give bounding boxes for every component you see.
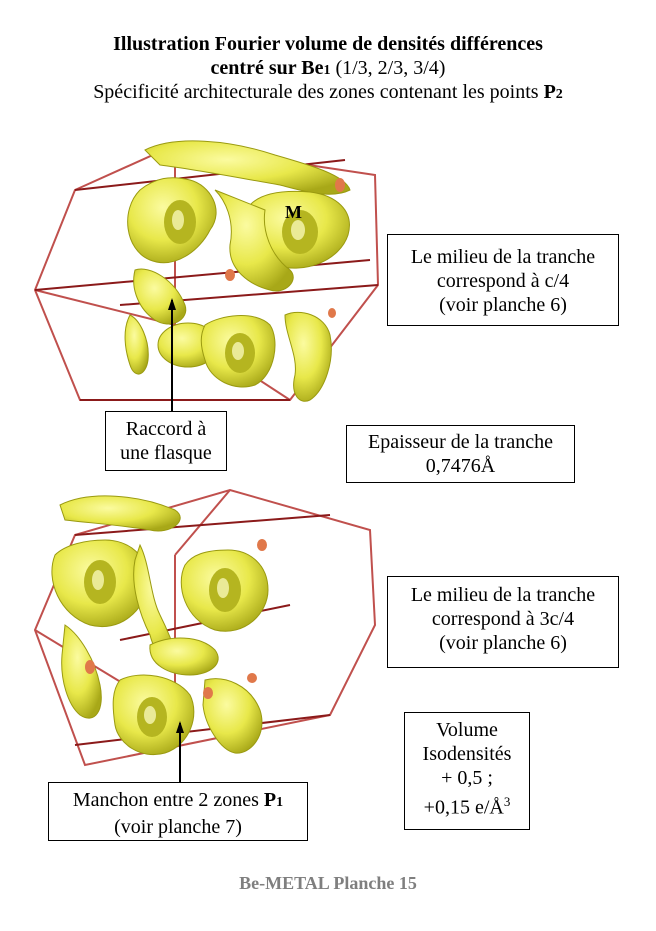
manchon-line2: (voir planche 7) (114, 816, 242, 838)
thickness-value: 0,7476Å (425, 455, 496, 477)
density-volume-bottom (0, 485, 400, 785)
volume-line4 (405, 790, 529, 820)
slice-center-bottom-line2: correspond à 3c/4 (431, 608, 575, 630)
title-line-3 (0, 80, 656, 107)
manchon-text: Manchon entre 2 zones (72, 789, 264, 811)
slice-center-box-top (387, 234, 619, 326)
raccord-box (105, 411, 227, 471)
slice-center-top-line3: (voir planche 6) (439, 294, 567, 316)
label-m: M (285, 202, 302, 222)
title-center-sub: 1 (323, 63, 331, 78)
slice-center-bottom-line3: (voir planche 6) (439, 632, 567, 654)
thickness-box (346, 425, 575, 483)
title-specificity: Spécificité architecturale des zones contenant les points (93, 81, 544, 103)
density-volume-top (0, 130, 400, 430)
footer-caption: Be-METAL Planche 15 (239, 873, 417, 893)
title-center-element: centré sur Be (210, 57, 324, 79)
raccord-line2: une flasque (120, 442, 212, 464)
volume-unit-exponent: 3 (503, 794, 511, 809)
volume-line1: Volume (436, 719, 498, 741)
title-line-1: Illustration Fourier volume de densités différences (113, 33, 543, 55)
manchon-point: P (263, 789, 277, 811)
volume-isodensity-box (404, 712, 530, 830)
volume-line2: Isodensités (422, 743, 512, 765)
title-line-2 (0, 56, 656, 83)
slice-center-top-line2: correspond à c/4 (436, 270, 570, 292)
volume-line4-text: +0,15 e/Å (423, 796, 504, 819)
slice-center-box-bottom (387, 576, 619, 668)
manchon-line1 (49, 788, 307, 815)
manchon-box (48, 782, 308, 841)
title-point: P (543, 81, 556, 103)
slice-center-top-line1: Le milieu de la tranche (410, 246, 596, 268)
manchon-point-sub: 1 (276, 795, 284, 810)
thickness-line1: Epaisseur de la tranche (368, 431, 553, 453)
volume-line3: + 0,5 ; (441, 767, 493, 789)
title-coords: (1/3, 2/3, 3/4) (330, 57, 446, 79)
slice-center-bottom-line1: Le milieu de la tranche (410, 584, 596, 606)
raccord-line1: Raccord à (125, 418, 207, 440)
title-point-sub: 2 (555, 87, 563, 102)
unit-cell-frame-bottom (35, 490, 375, 765)
